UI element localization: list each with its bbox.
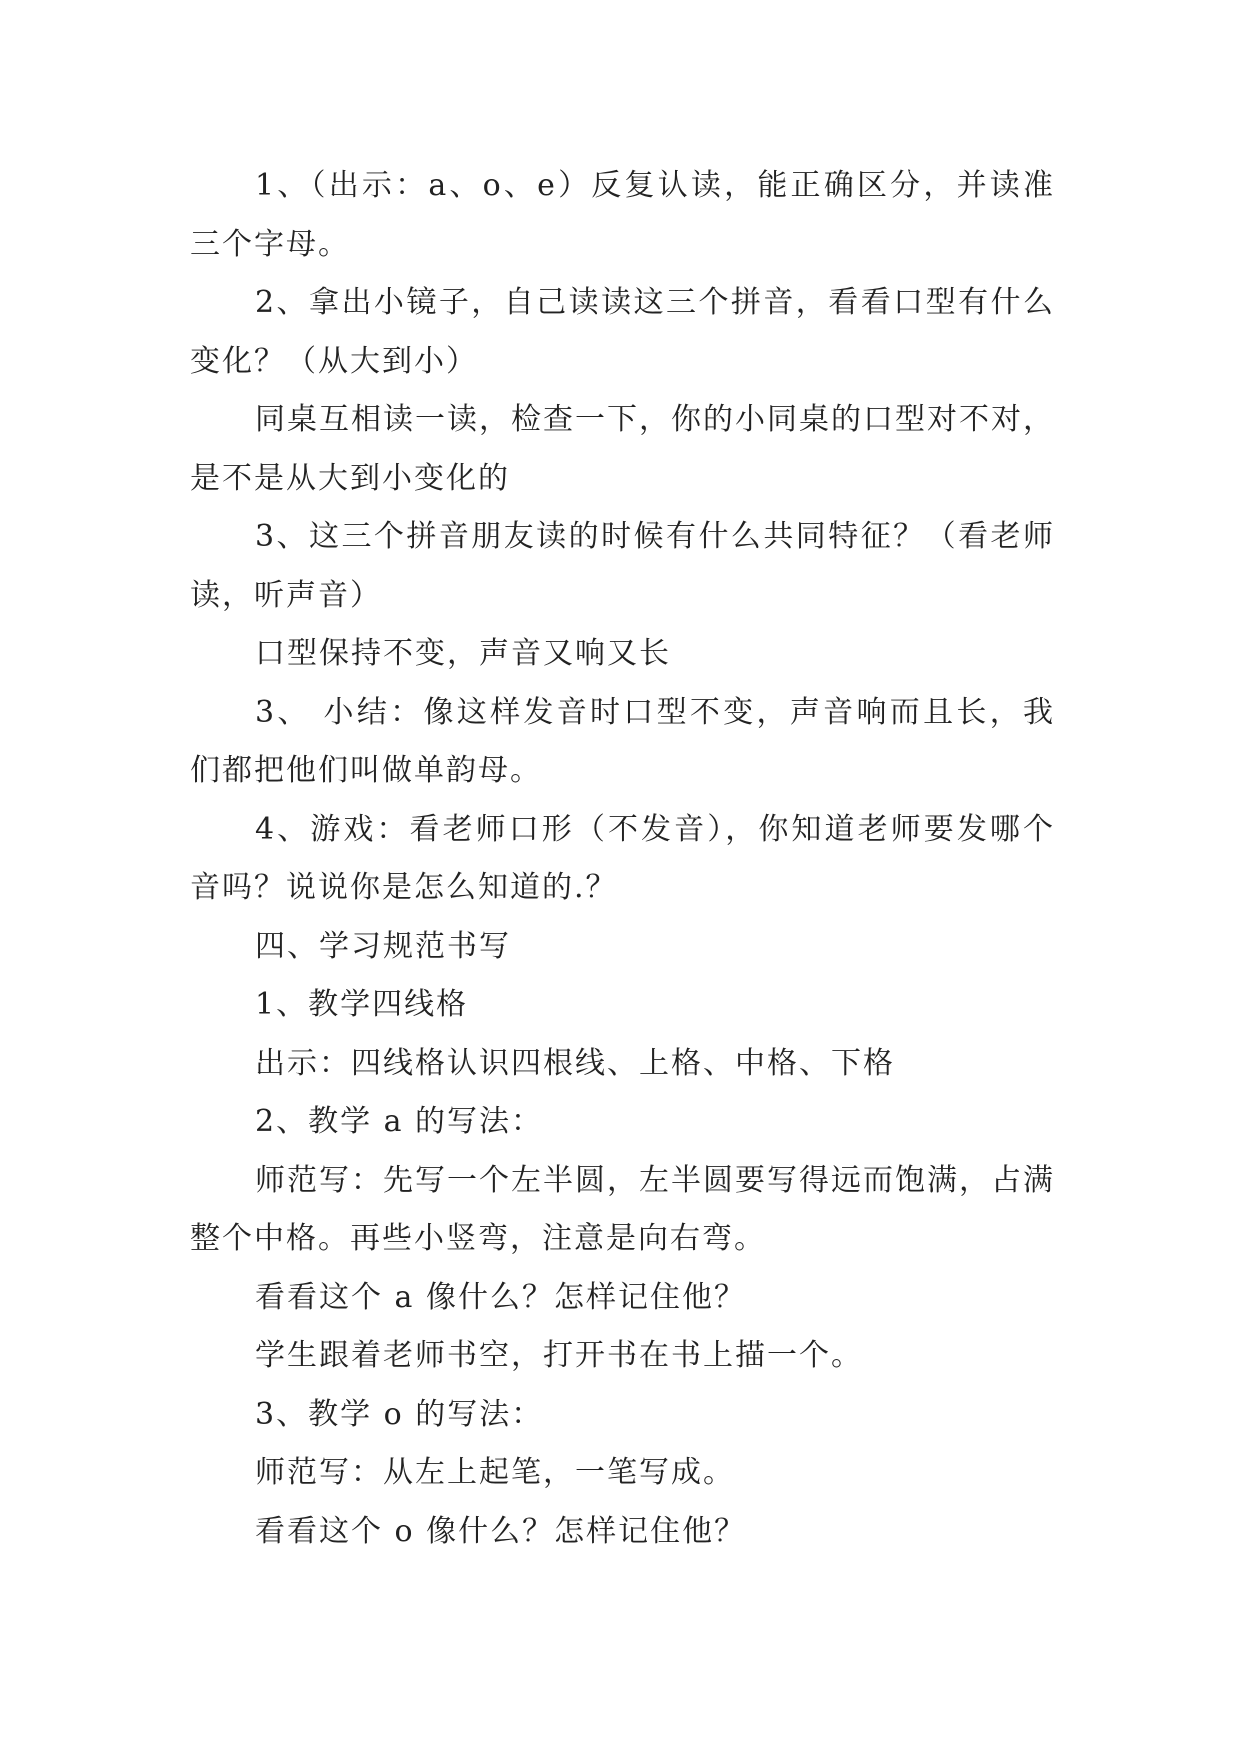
- paragraph: 4、游戏：看老师口形（不发音），你知道老师要发哪个音吗？说说你是怎么知道的.？: [190, 811, 1055, 905]
- paragraph: 2、拿出小镜子，自己读读这三个拼音，看看口型有什么变化？（从大到小）: [190, 285, 1055, 379]
- paragraph: 口型保持不变，声音又响又长: [255, 636, 671, 671]
- paragraph: 3、教学 o 的写法：: [255, 1396, 544, 1432]
- paragraph: 看看这个 o 像什么？怎样记住他？: [255, 1513, 747, 1549]
- section-heading: 四、学习规范书写: [255, 928, 511, 964]
- paragraph: 师范写：从左上起笔，一笔写成。: [255, 1455, 735, 1490]
- paragraph: 出示：四线格认识四根线、上格、中格、下格: [255, 1045, 895, 1081]
- document-body: [190, 157, 1055, 1561]
- paragraph: 同桌互相读一读，检查一下，你的小同桌的口型对不对，是不是从大到小变化的: [190, 402, 1055, 496]
- paragraph: 1、（出示：a、o、e）反复认读，能正确区分，并读准三个字母。: [190, 168, 1055, 262]
- paragraph: 2、教学 a 的写法：: [255, 1104, 544, 1139]
- paragraph: 3、这三个拼音朋友读的时候有什么共同特征？（看老师读，听声音）: [190, 519, 1055, 613]
- paragraph: 1、教学四线格: [255, 987, 469, 1022]
- paragraph: 看看这个 a 像什么？怎样记住他？: [255, 1279, 746, 1315]
- paragraph: 学生跟着老师书空，打开书在书上描一个。: [255, 1338, 863, 1373]
- paragraph: 3、 小结：像这样发音时口型不变，声音响而且长，我们都把他们叫做单韵母。: [190, 694, 1055, 788]
- paragraph: 师范写：先写一个左半圆，左半圆要写得远而饱满，占满整个中格。再些小竖弯，注意是向右弯。: [190, 1162, 1055, 1256]
